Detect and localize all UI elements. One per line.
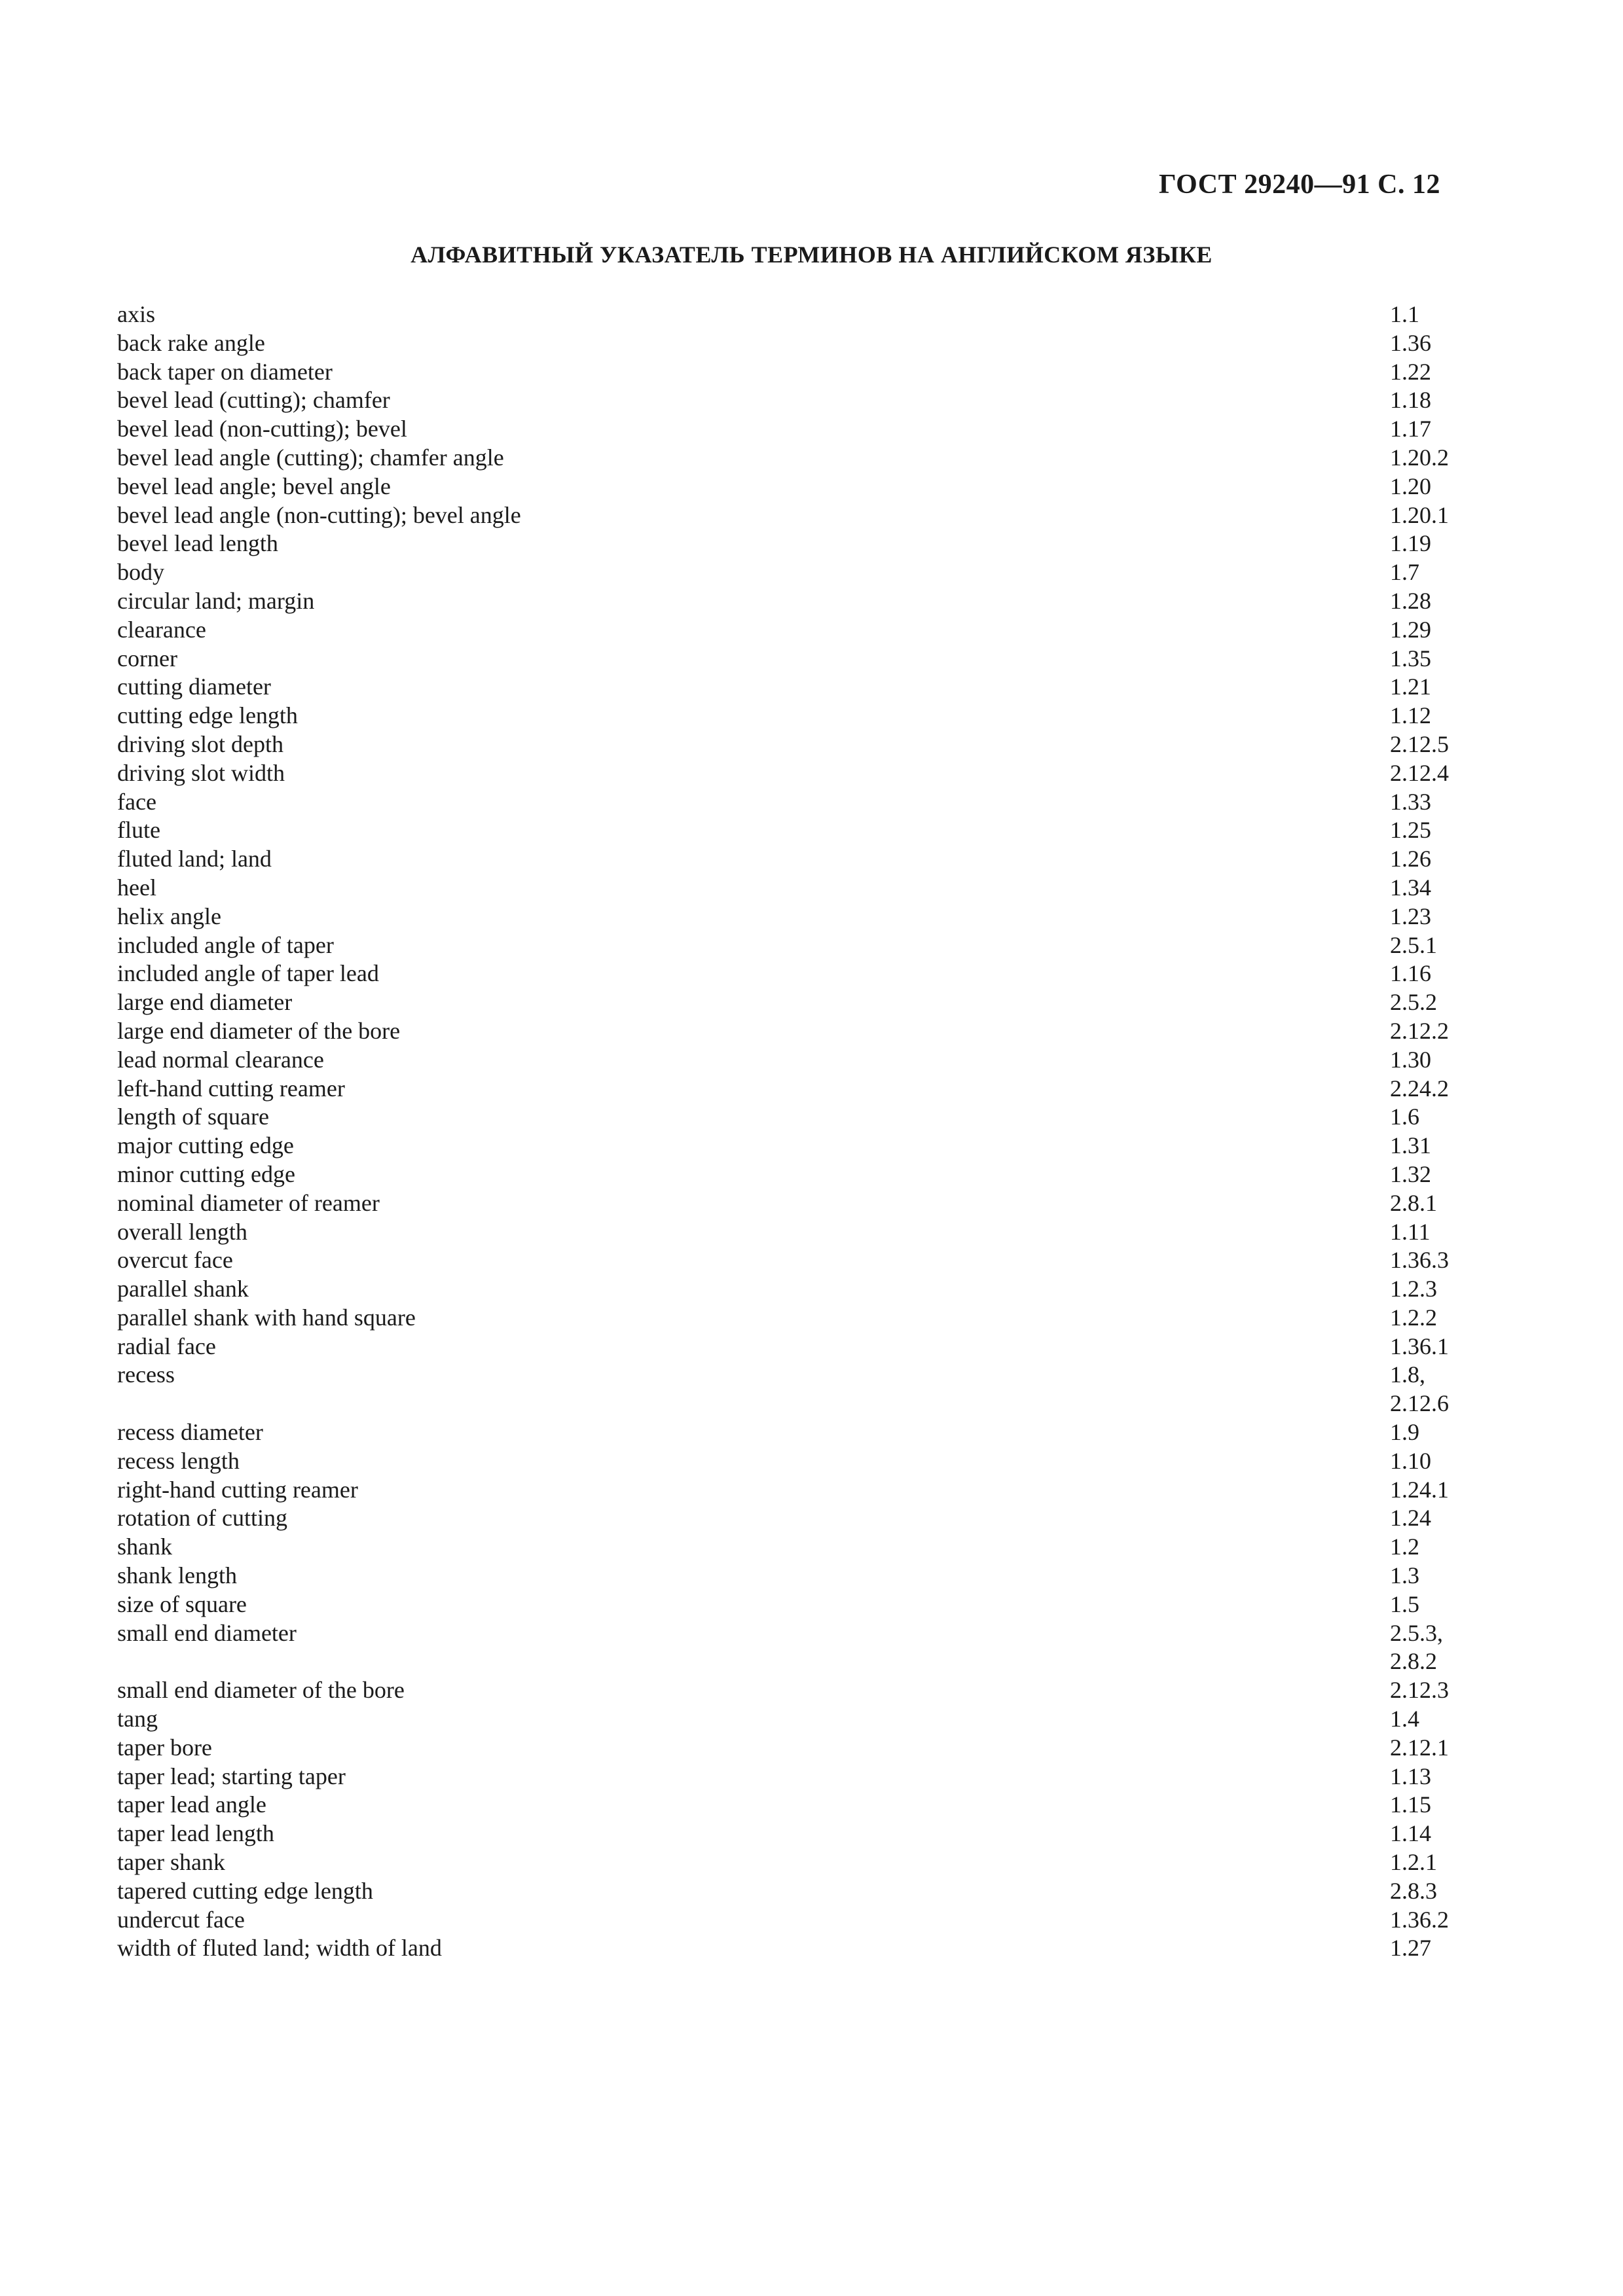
index-entry (117, 444, 1453, 473)
entry-references (1390, 1246, 1453, 1275)
entry-term: cutting diameter (117, 673, 271, 700)
index-entry (117, 1275, 1453, 1304)
entry-references (1390, 473, 1453, 501)
entry-term: driving slot depth (117, 730, 283, 757)
entry-term: axis (117, 301, 155, 327)
entry-references (1390, 702, 1453, 730)
entry-term: included angle of taper (117, 931, 334, 958)
index-entry (117, 1447, 1453, 1476)
index-entry (117, 1562, 1453, 1590)
entry-references (1390, 845, 1453, 874)
entry-references (1390, 1877, 1453, 1906)
entry-references (1390, 1132, 1453, 1160)
entry-reference-number: 1.30 (1390, 1046, 1431, 1073)
index-entry (117, 702, 1453, 730)
entry-references (1390, 730, 1453, 759)
entry-references (1390, 1619, 1453, 1677)
entry-references (1390, 1906, 1453, 1935)
entry-references (1390, 1189, 1453, 1218)
entry-reference-number: 1.1 (1390, 301, 1419, 327)
index-entry (117, 1877, 1453, 1906)
entry-reference-number: 1.5 (1390, 1590, 1419, 1617)
entry-reference-number: 1.36.2 (1390, 1906, 1449, 1933)
entry-term: taper lead length (117, 1820, 274, 1847)
entry-term: bevel lead (non-cutting); bevel (117, 416, 407, 442)
entry-term: large end diameter of the bore (117, 1017, 401, 1044)
entry-term: bevel lead (cutting); chamfer (117, 387, 390, 414)
entry-reference-number: 1.32 (1390, 1160, 1431, 1187)
entry-reference-number: 1.3 (1390, 1562, 1419, 1589)
entry-references (1390, 1705, 1453, 1734)
entry-references (1390, 759, 1453, 788)
entry-term: undercut face (117, 1906, 245, 1933)
index-entry (117, 1418, 1453, 1447)
entry-term: parallel shank with hand square (117, 1304, 416, 1331)
entry-reference-number: 2.24.2 (1390, 1075, 1449, 1102)
entry-reference-number: 1.20 (1390, 473, 1431, 499)
index-entry (117, 1734, 1453, 1763)
page-header: ГОСТ 29240—91 С. 12 (1158, 170, 1440, 200)
entry-term: length of square (117, 1103, 269, 1130)
index-entry (117, 587, 1453, 616)
entry-reference-number: 1.27 (1390, 1935, 1431, 1962)
entry-reference-number: 2.12.2 (1390, 1017, 1449, 1044)
entry-references (1390, 558, 1453, 587)
entry-reference-number: 2.5.1 (1390, 931, 1437, 958)
entry-term: circular land; margin (117, 587, 315, 614)
entry-references (1390, 358, 1453, 387)
entry-reference-number: 1.36.3 (1390, 1247, 1449, 1274)
entry-term: taper bore (117, 1734, 212, 1761)
index-entry (117, 529, 1453, 558)
entry-references (1390, 501, 1453, 530)
index-entry (117, 1791, 1453, 1820)
entry-term: recess diameter (117, 1419, 263, 1446)
entry-reference-number: 1.28 (1390, 587, 1431, 614)
index-entry (117, 501, 1453, 530)
index-entry (117, 1763, 1453, 1791)
entry-reference-number: 1.31 (1390, 1132, 1431, 1159)
index-entry (117, 616, 1453, 645)
index-entry (117, 931, 1453, 960)
entry-reference-number: 1.26 (1390, 846, 1431, 872)
index-entry (117, 358, 1453, 387)
entry-reference-number: 1.24.1 (1390, 1476, 1449, 1503)
entry-references (1390, 816, 1453, 845)
entry-term: right-hand cutting reamer (117, 1476, 358, 1503)
index-entry (117, 1934, 1453, 1963)
entry-reference-number: 2.12.6 (1390, 1390, 1449, 1417)
entry-term: rotation of cutting (117, 1505, 287, 1532)
index-entry (117, 329, 1453, 358)
entry-term: overall length (117, 1218, 247, 1245)
entry-reference-number: 2.12.4 (1390, 759, 1449, 786)
entry-references (1390, 1046, 1453, 1075)
entry-term: nominal diameter of reamer (117, 1189, 380, 1216)
entry-references (1390, 415, 1453, 444)
index-entry (117, 558, 1453, 587)
index-entry (117, 1075, 1453, 1103)
entry-reference-number: 1.14 (1390, 1820, 1431, 1847)
index-entry (117, 1218, 1453, 1247)
index-entry (117, 1132, 1453, 1160)
entry-term: body (117, 559, 164, 586)
entry-reference-number: 1.13 (1390, 1763, 1431, 1789)
entry-reference-number: 2.8.2 (1390, 1648, 1437, 1675)
entry-reference-number: 1.33 (1390, 788, 1431, 815)
entry-references (1390, 1504, 1453, 1533)
entry-term: major cutting edge (117, 1132, 294, 1159)
entry-reference-number: 1.12 (1390, 702, 1431, 729)
index-entry (117, 874, 1453, 903)
entry-references (1390, 1275, 1453, 1304)
entry-references (1390, 1075, 1453, 1103)
index-title: АЛФАВИТНЫЙ УКАЗАТЕЛЬ ТЕРМИНОВ НА АНГЛИЙСКОМ ЯЗЫКЕ (410, 242, 1213, 268)
entry-reference-number: 1.2.2 (1390, 1304, 1437, 1331)
index-entry (117, 730, 1453, 759)
entry-references (1390, 1160, 1453, 1189)
index-entry (117, 673, 1453, 702)
entry-term: back rake angle (117, 329, 265, 356)
index-entry (117, 1533, 1453, 1562)
entry-references (1390, 386, 1453, 415)
entry-term: heel (117, 874, 156, 901)
entry-reference-number: 1.29 (1390, 616, 1431, 643)
index-entry (117, 300, 1453, 329)
entry-term: small end diameter of the bore (117, 1677, 405, 1704)
entry-reference-number: 1.9 (1390, 1419, 1419, 1446)
entry-reference-number: 1.16 (1390, 960, 1431, 987)
entry-term: radial face (117, 1333, 216, 1359)
entry-references (1390, 1476, 1453, 1505)
entry-references (1390, 529, 1453, 558)
index-entry (117, 645, 1453, 673)
entry-term: tang (117, 1706, 158, 1732)
index-entry (117, 473, 1453, 501)
entry-reference-number: 2.5.3, (1390, 1619, 1443, 1646)
entry-reference-number: 1.2.1 (1390, 1849, 1437, 1876)
index-entry (117, 1848, 1453, 1877)
index-entry (117, 1705, 1453, 1734)
index-entry (117, 845, 1453, 874)
entry-reference-number: 1.20.2 (1390, 444, 1449, 471)
entry-term: bevel lead angle (non-cutting); bevel angle (117, 501, 521, 528)
entry-reference-number: 1.34 (1390, 874, 1431, 901)
entry-reference-number: 1.2.3 (1390, 1276, 1437, 1302)
index-entry (117, 1246, 1453, 1275)
index-entry (117, 1676, 1453, 1705)
entry-references (1390, 874, 1453, 903)
index-entry (117, 1189, 1453, 1218)
index-entry (117, 386, 1453, 415)
entry-reference-number: 1.8, (1390, 1361, 1425, 1388)
entry-reference-number: 1.7 (1390, 559, 1419, 586)
entry-reference-number: 1.10 (1390, 1447, 1431, 1474)
entry-term: corner (117, 645, 177, 672)
entry-term: large end diameter (117, 989, 293, 1016)
index-entry (117, 1361, 1453, 1418)
entry-reference-number: 2.12.5 (1390, 730, 1449, 757)
index-entry (117, 1333, 1453, 1361)
entry-references (1390, 329, 1453, 358)
entry-term: lead normal clearance (117, 1046, 324, 1073)
entry-references (1390, 1447, 1453, 1476)
entry-term: bevel lead angle; bevel angle (117, 473, 391, 499)
entry-term: minor cutting edge (117, 1160, 295, 1187)
index-entry (117, 1103, 1453, 1132)
entry-term: bevel lead length (117, 530, 278, 557)
entry-reference-number: 1.4 (1390, 1706, 1419, 1732)
entry-references (1390, 1304, 1453, 1333)
entry-term: included angle of taper lead (117, 960, 379, 987)
entry-references (1390, 1218, 1453, 1247)
entry-references (1390, 1791, 1453, 1820)
entry-term: left-hand cutting reamer (117, 1075, 345, 1102)
entry-references (1390, 1361, 1453, 1418)
index-entry (117, 1017, 1453, 1046)
index-entry (117, 1906, 1453, 1935)
entry-term: size of square (117, 1590, 247, 1617)
entry-references (1390, 1562, 1453, 1590)
entry-term: overcut face (117, 1247, 233, 1274)
index-entry (117, 1504, 1453, 1533)
entry-references (1390, 988, 1453, 1017)
entry-reference-number: 1.19 (1390, 530, 1431, 557)
entry-term: taper lead angle (117, 1791, 266, 1818)
entry-reference-number: 2.5.2 (1390, 989, 1437, 1016)
entry-term: driving slot width (117, 759, 285, 786)
index-entry (117, 1820, 1453, 1848)
entry-reference-number: 2.8.1 (1390, 1189, 1437, 1216)
entry-reference-number: 1.18 (1390, 387, 1431, 414)
entry-references (1390, 903, 1453, 931)
entry-reference-number: 2.12.1 (1390, 1734, 1449, 1761)
entry-term: shank length (117, 1562, 237, 1589)
entry-references (1390, 645, 1453, 673)
entry-reference-number: 1.23 (1390, 903, 1431, 929)
index-entry (117, 988, 1453, 1017)
entry-references (1390, 673, 1453, 702)
entry-reference-number: 1.24 (1390, 1505, 1431, 1532)
entry-references (1390, 931, 1453, 960)
entry-term: tapered cutting edge length (117, 1877, 373, 1904)
entry-term: small end diameter (117, 1619, 297, 1646)
entry-term: flute (117, 817, 160, 844)
entry-term: recess (117, 1361, 175, 1388)
entry-reference-number: 2.8.3 (1390, 1877, 1437, 1904)
index-entry (117, 1590, 1453, 1619)
entry-term: helix angle (117, 903, 221, 929)
entry-reference-number: 1.21 (1390, 673, 1431, 700)
entry-references (1390, 1848, 1453, 1877)
entry-reference-number: 1.2 (1390, 1534, 1419, 1560)
entry-reference-number: 1.6 (1390, 1103, 1419, 1130)
entry-reference-number: 1.36 (1390, 329, 1431, 356)
index-entry (117, 759, 1453, 788)
entry-references (1390, 1934, 1453, 1963)
entry-references (1390, 1418, 1453, 1447)
index-entry (117, 1619, 1453, 1677)
entry-references (1390, 444, 1453, 473)
entry-term: clearance (117, 616, 206, 643)
entry-reference-number: 1.17 (1390, 416, 1431, 442)
index-entry (117, 1160, 1453, 1189)
entry-term: face (117, 788, 156, 815)
term-index-list (117, 300, 1453, 1963)
entry-references (1390, 1763, 1453, 1791)
entry-term: taper shank (117, 1849, 225, 1876)
entry-term: parallel shank (117, 1276, 249, 1302)
index-entry (117, 1304, 1453, 1333)
entry-term: back taper on diameter (117, 358, 333, 385)
entry-references (1390, 1103, 1453, 1132)
entry-reference-number: 1.20.1 (1390, 501, 1449, 528)
entry-reference-number: 1.15 (1390, 1791, 1431, 1818)
entry-reference-number: 1.35 (1390, 645, 1431, 672)
entry-references (1390, 1590, 1453, 1619)
entry-references (1390, 1676, 1453, 1705)
entry-references (1390, 1820, 1453, 1848)
entry-references (1390, 300, 1453, 329)
entry-term: width of fluted land; width of land (117, 1935, 442, 1962)
entry-reference-number: 2.12.3 (1390, 1677, 1449, 1704)
entry-reference-number: 1.25 (1390, 817, 1431, 844)
index-entry (117, 1476, 1453, 1505)
entry-references (1390, 960, 1453, 988)
entry-references (1390, 1017, 1453, 1046)
index-entry (117, 788, 1453, 817)
entry-references (1390, 788, 1453, 817)
entry-term: cutting edge length (117, 702, 298, 729)
entry-reference-number: 1.11 (1390, 1218, 1431, 1245)
entry-term: taper lead; starting taper (117, 1763, 346, 1789)
entry-references (1390, 616, 1453, 645)
entry-references (1390, 1333, 1453, 1361)
entry-reference-number: 1.36.1 (1390, 1333, 1449, 1359)
index-entry (117, 903, 1453, 931)
entry-reference-number: 1.22 (1390, 358, 1431, 385)
entry-term: shank (117, 1534, 172, 1560)
entry-references (1390, 1734, 1453, 1763)
entry-references (1390, 1533, 1453, 1562)
index-entry (117, 415, 1453, 444)
index-entry (117, 960, 1453, 988)
entry-term: bevel lead angle (cutting); chamfer angle (117, 444, 504, 471)
index-entry (117, 816, 1453, 845)
index-entry (117, 1046, 1453, 1075)
entry-references (1390, 587, 1453, 616)
entry-term: recess length (117, 1447, 240, 1474)
entry-term: fluted land; land (117, 846, 272, 872)
